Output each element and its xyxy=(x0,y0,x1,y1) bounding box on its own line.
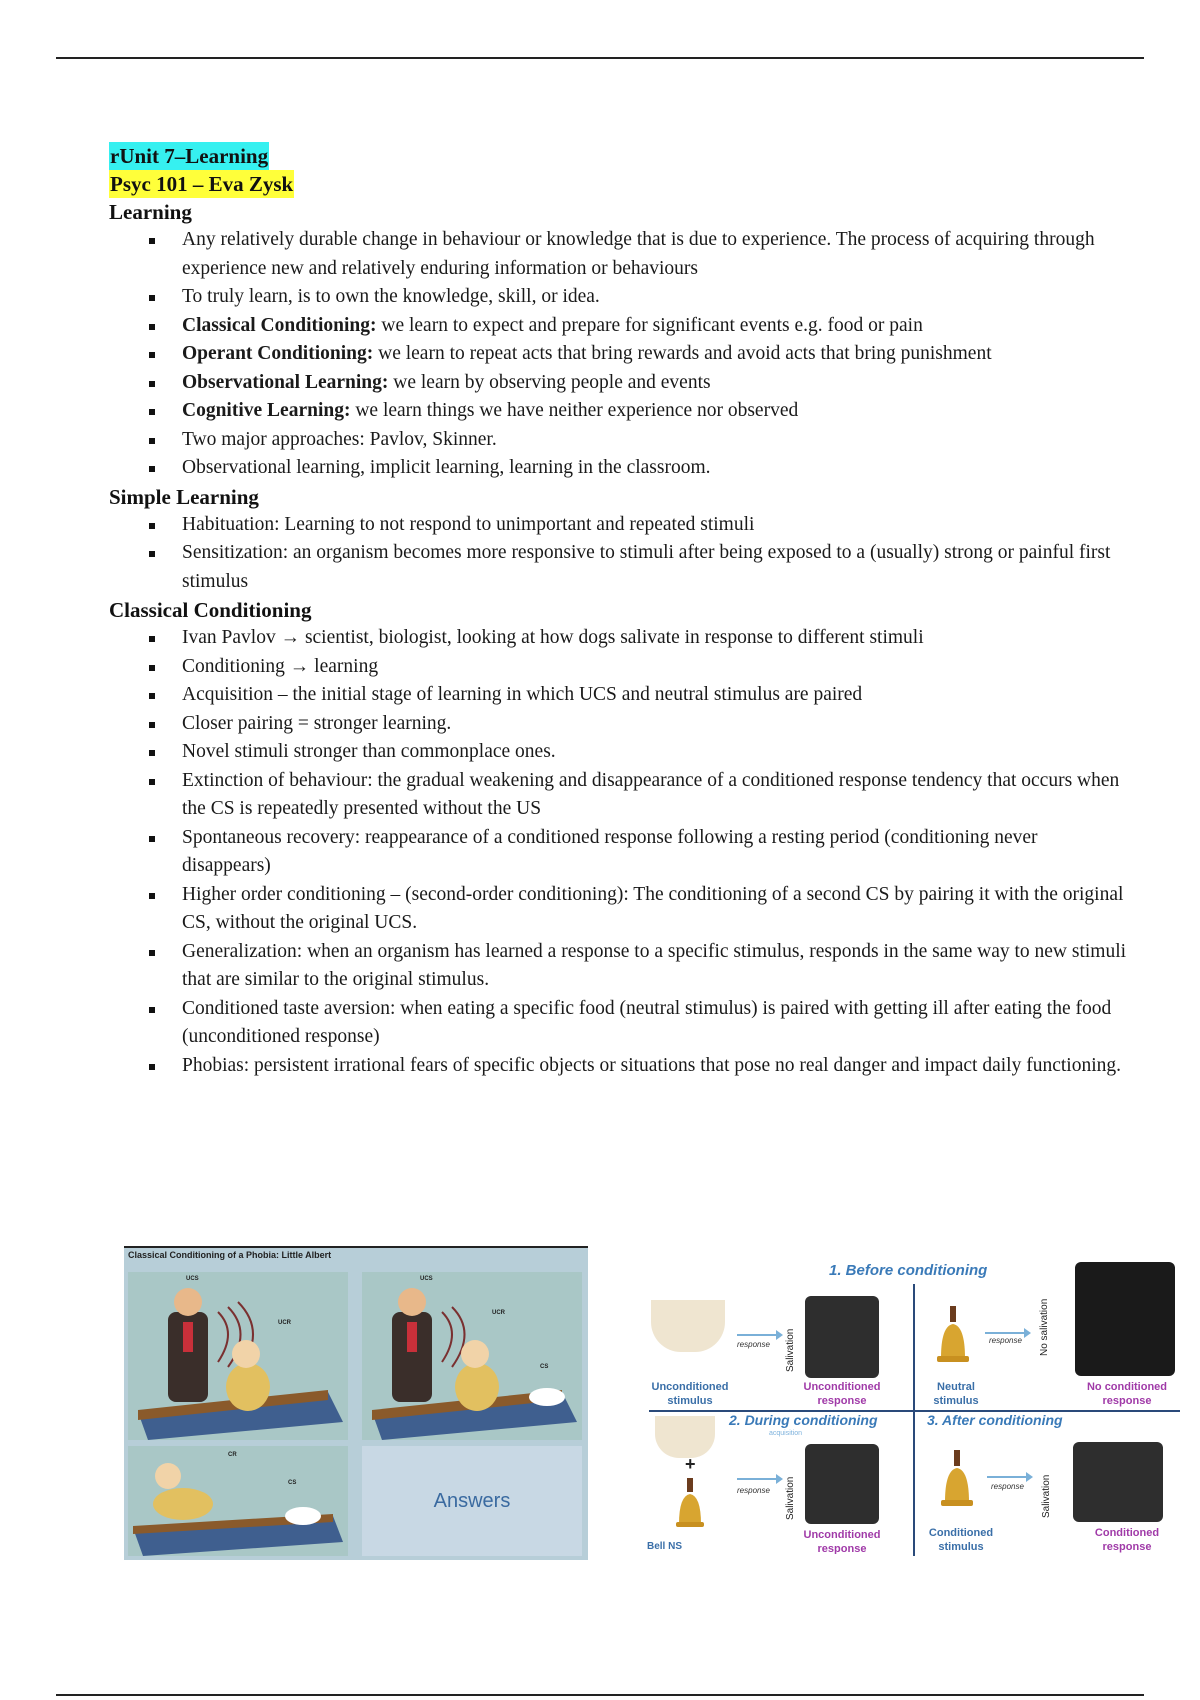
document-body xyxy=(109,142,1129,1080)
label-cr: CR xyxy=(228,1452,237,1458)
list-item-term: Observational Learning: xyxy=(182,371,389,393)
dog-image-3 xyxy=(805,1444,879,1524)
label-ucr: UCR xyxy=(278,1320,291,1326)
list-item xyxy=(109,369,1129,398)
response-label-1: response xyxy=(737,1340,770,1349)
food-bowl-image xyxy=(651,1300,725,1352)
bell-icon-3 xyxy=(937,1450,977,1514)
response-label-2: response xyxy=(989,1336,1022,1345)
label-cs-2: CS xyxy=(288,1480,297,1486)
bell-icon xyxy=(933,1306,973,1370)
arrow-1 xyxy=(737,1334,781,1336)
list-item xyxy=(109,824,1129,881)
list-item xyxy=(109,312,1129,341)
albert-illustration-3 xyxy=(128,1446,348,1556)
bottom-rule xyxy=(56,1694,1144,1696)
caption-conditioned-response: Conditioned response xyxy=(1094,1527,1160,1553)
list-item-text: Sensitization: an organism becomes more responsive to stimuli after being exposed to a (usually) strong or painful first stimulus xyxy=(182,542,1111,592)
caption-unconditioned-stimulus: Unconditioned stimulus xyxy=(651,1381,729,1407)
list-item-term: Operant Conditioning: xyxy=(182,343,374,364)
caption-unconditioned-response-2: Unconditioned response xyxy=(803,1529,881,1554)
salivation-label-1: Salivation xyxy=(785,1328,796,1372)
simple-learning-list xyxy=(109,511,1129,597)
list-item xyxy=(109,995,1129,1052)
albert-panel-3 xyxy=(128,1446,348,1556)
list-item-text: Novel stimuli stronger than commonplace ones. xyxy=(182,741,556,762)
list-item-text: Higher order conditioning – (second-order conditioning): The conditioning of a second CS by pairing it with the original CS, without the original UCS. xyxy=(182,883,1124,933)
response-label-4: response xyxy=(991,1482,1024,1491)
list-item xyxy=(109,397,1129,426)
list-item xyxy=(109,539,1129,596)
list-item xyxy=(109,511,1129,540)
label-cs: CS xyxy=(540,1364,549,1370)
acquisition-label: acquisition xyxy=(769,1430,803,1437)
list-item-term: Cognitive Learning: xyxy=(182,400,351,421)
course-subtitle: Psyc 101 – Eva Zysk xyxy=(110,172,294,196)
salivation-label-2: Salivation xyxy=(785,1476,796,1520)
list-item xyxy=(109,881,1129,938)
classical-conditioning-list xyxy=(109,624,1129,1080)
list-item-text: Spontaneous recovery: reappearance of a conditioned response following a resting period (conditioning never disappears) xyxy=(182,826,1038,876)
label-ucr-2: UCR xyxy=(492,1310,505,1316)
plus-sign: + xyxy=(685,1454,696,1474)
albert-illustration-2 xyxy=(362,1272,582,1440)
list-item xyxy=(109,426,1129,455)
unit-title: rUnit 7–Learning xyxy=(110,144,269,168)
list-item-text: we learn to repeat acts that bring rewards and avoid acts that bring punishment xyxy=(373,343,992,364)
arrow-3 xyxy=(737,1478,781,1480)
list-item-text: Conditioned taste aversion: when eating a specific food (neutral stimulus) is paired with getting ill after eating the food (unconditioned response) xyxy=(182,997,1112,1047)
caption-conditioned-stimulus: Conditioned stimulus xyxy=(928,1527,994,1553)
divider-vertical xyxy=(913,1284,915,1556)
albert-panel-2 xyxy=(362,1272,582,1440)
list-item-text: Generalization: when an organism has learned a response to a specific stimulus, responds in the same way to new stimuli that are similar to the original stimulus. xyxy=(182,940,1127,990)
heading-classical-conditioning: Classical Conditioning xyxy=(109,598,312,622)
albert-illustration-1 xyxy=(128,1272,348,1440)
response-label-3: response xyxy=(737,1486,770,1495)
caption-neutral-stimulus: Neutral stimulus xyxy=(933,1381,979,1407)
list-item-text: Extinction of behaviour: the gradual weakening and disappearance of a conditioned response tendency that occurs when the CS is repeatedly presented without the US xyxy=(182,769,1120,819)
list-item-text: Acquisition – the initial stage of learning in which UCS and neutral stimulus are paired xyxy=(182,684,863,705)
list-item-text: we learn to expect and prepare for significant events e.g. food or pain xyxy=(376,314,923,336)
list-item xyxy=(109,624,1129,653)
learning-list xyxy=(109,226,1129,483)
food-bowl-image-2 xyxy=(655,1416,715,1458)
list-item-text: Habituation: Learning to not respond to unimportant and repeated stimuli xyxy=(182,513,755,535)
list-item-text: Phobias: persistent irrational fears of specific objects or situations that pose no real danger and impact daily functioning. xyxy=(182,1054,1121,1076)
list-item xyxy=(109,710,1129,739)
list-item-text: we learn things we have neither experience nor observed xyxy=(350,400,799,421)
list-item xyxy=(109,340,1129,369)
list-item xyxy=(109,283,1129,312)
list-item-term: Classical Conditioning: xyxy=(182,314,377,336)
caption-no-conditioned-response: No conditioned response xyxy=(1086,1381,1168,1407)
answers-box: Answers xyxy=(362,1446,582,1556)
list-item-text: Observational learning, implicit learning, learning in the classroom. xyxy=(182,457,711,478)
step2-heading: 2. During conditioning xyxy=(729,1412,878,1428)
list-item xyxy=(109,653,1129,682)
label-ucs-2: UCS xyxy=(420,1276,433,1282)
heading-learning: Learning xyxy=(109,200,192,224)
arrow-2 xyxy=(985,1332,1029,1334)
list-item xyxy=(109,938,1129,995)
list-item-text: To truly learn, is to own the knowledge, skill, or idea. xyxy=(182,286,600,307)
list-item-text: Two major approaches: Pavlov, Skinner. xyxy=(182,428,497,450)
step1-heading: 1. Before conditioning xyxy=(829,1262,988,1279)
list-item xyxy=(109,681,1129,710)
list-item-text: Ivan Pavlov → scientist, biologist, looking at how dogs salivate in response to different stimuli xyxy=(182,627,924,648)
ns-partial-label: Bell NS xyxy=(647,1541,683,1552)
list-item xyxy=(109,1052,1129,1081)
albert-panel-1 xyxy=(128,1272,348,1440)
step3-heading: 3. After conditioning xyxy=(927,1412,1063,1428)
list-item xyxy=(109,738,1129,767)
list-item-text: Any relatively durable change in behaviour or knowledge that is due to experience. The process of acquiring through experience new and relatively enduring information or behaviours xyxy=(182,229,1095,279)
figure-title: Classical Conditioning of a Phobia: Little Albert xyxy=(128,1250,332,1260)
dog-image-4 xyxy=(1073,1442,1163,1522)
no-salivation-label: No salivation xyxy=(1039,1298,1050,1356)
pavlov-diagram xyxy=(645,1256,1180,1556)
list-item xyxy=(109,226,1129,283)
dog-image-2 xyxy=(1075,1262,1175,1376)
list-item xyxy=(109,454,1129,483)
list-item-text: Closer pairing = stronger learning. xyxy=(182,712,452,734)
top-rule xyxy=(56,57,1144,59)
list-item-text: we learn by observing people and events xyxy=(388,371,711,393)
label-ucs: UCS xyxy=(186,1276,199,1282)
salivation-label-3: Salivation xyxy=(1041,1474,1052,1518)
heading-simple-learning: Simple Learning xyxy=(109,484,259,509)
little-albert-figure xyxy=(124,1246,588,1560)
bell-icon-2 xyxy=(673,1478,707,1534)
dog-image-1 xyxy=(805,1296,879,1378)
caption-unconditioned-response: Unconditioned response xyxy=(803,1381,881,1407)
list-item-text: Conditioning → learning xyxy=(182,655,379,677)
list-item xyxy=(109,767,1129,824)
arrow-4 xyxy=(987,1476,1031,1478)
